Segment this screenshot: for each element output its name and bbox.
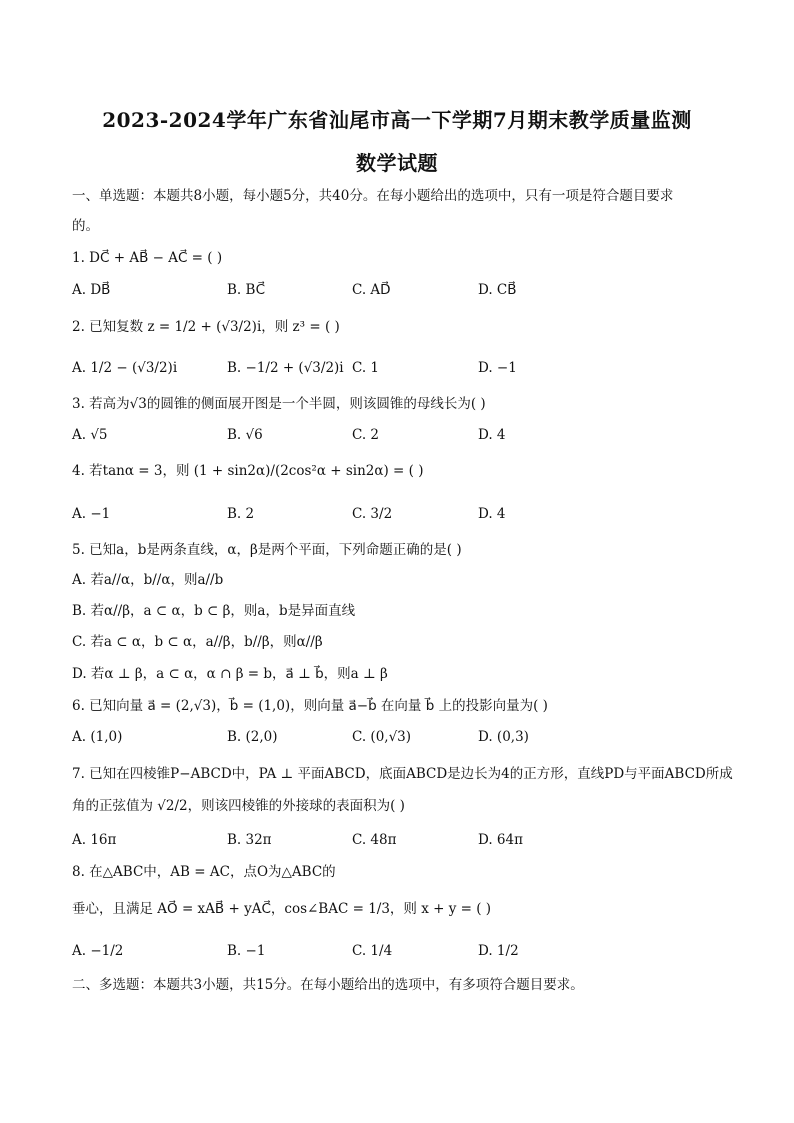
question-3-option-d: D. 4	[478, 427, 506, 443]
question-8-option-a: A. −1/2	[72, 943, 124, 959]
question-1-option-b: B. BC⃗	[227, 282, 266, 298]
section2-instructions: 二、多选题：本题共3小题，共15分。在每小题给出的选项中，有多项符合题目要求。	[72, 977, 584, 993]
question-7-option-b: B. 32π	[227, 832, 272, 848]
question-3-option-c: C. 2	[352, 427, 380, 443]
question-7-option-c: C. 48π	[352, 832, 397, 848]
section1-instructions-cont: 的。	[72, 218, 99, 234]
question-4-option-b: B. 2	[227, 506, 255, 522]
question-8-option-b: B. −1	[227, 943, 266, 959]
question-2-option-a: A. 1/2 − (√3/2)i	[72, 360, 178, 376]
question-6-option-d: D. (0,3)	[478, 729, 529, 745]
question-1-stem: 1. DC⃗ + AB⃗ − AC⃗ = ( )	[72, 250, 223, 266]
question-7-option-a: A. 16π	[72, 832, 117, 848]
question-7-option-d: D. 64π	[478, 832, 523, 848]
question-4-option-a: A. −1	[72, 506, 111, 522]
question-3-stem: 3. 若高为√3的圆锥的侧面展开图是一个半圆，则该圆锥的母线长为( )	[72, 396, 486, 412]
question-4-option-d: D. 4	[478, 506, 506, 522]
question-6-option-a: A. (1,0)	[72, 729, 123, 745]
question-3-option-a: A. √5	[72, 427, 108, 443]
question-2-option-c: C. 1	[352, 360, 380, 376]
question-2-option-b: B. −1/2 + (√3/2)i	[227, 360, 344, 376]
question-6-stem: 6. 已知向量 a⃗ = (2,√3)，b⃗ = (1,0)，则向量 a⃗−b⃗ 在向量 b⃗ 上的投影向量为( )	[72, 698, 548, 714]
question-1-options	[72, 281, 732, 299]
question-8-option-c: C. 1/4	[352, 943, 393, 959]
question-8-option-d: D. 1/2	[478, 943, 519, 959]
question-1-option-a: A. DB⃗	[72, 282, 111, 298]
exam-subtitle: 数学试题	[356, 151, 438, 175]
question-7-stem-cont: 角的正弦值为 √2/2，则该四棱锥的外接球的表面积为( )	[72, 798, 405, 814]
question-3-options	[72, 426, 732, 444]
question-6-option-c: C. (0,√3)	[352, 729, 412, 745]
question-2-stem: 2. 已知复数 z = 1/2 + (√3/2)i，则 z³ = ( )	[72, 319, 340, 335]
question-1-option-c: C. AD⃗	[352, 282, 391, 298]
question-1-option-d: D. CB⃗	[478, 282, 517, 298]
question-2-options	[72, 359, 732, 377]
question-3-option-b: B. √6	[227, 427, 263, 443]
question-7-stem: 7. 已知在四棱锥P−ABCD中，PA ⊥ 平面ABCD，底面ABCD是边长为4的正方形，直线PD与平面ABCD所成	[72, 766, 733, 782]
question-7-options	[72, 831, 732, 849]
question-5-option-a: A. 若a//α，b//α，则a//b	[72, 572, 224, 588]
exam-title: 2023-2024学年广东省汕尾市高一下学期7月期末教学质量监测	[102, 108, 692, 132]
question-8-options	[72, 942, 732, 960]
question-5-stem: 5. 已知a，b是两条直线，α，β是两个平面，下列命题正确的是( )	[72, 542, 462, 558]
question-8-stem: 8. 在△ABC中，AB = AC，点O为△ABC的	[72, 864, 336, 880]
question-5-option-c: C. 若a ⊂ α，b ⊂ α，a//β，b//β，则α//β	[72, 634, 323, 650]
question-6-option-b: B. (2,0)	[227, 729, 278, 745]
question-2-option-d: D. −1	[478, 360, 517, 376]
question-4-options	[72, 505, 732, 523]
question-8-stem-cont: 垂心，且满足 AO⃗ = xAB⃗ + yAC⃗，cos∠BAC = 1/3，则 x + y = ( )	[72, 901, 492, 917]
question-4-option-c: C. 3/2	[352, 506, 393, 522]
question-5-option-b: B. 若α//β，a ⊂ α，b ⊂ β，则a，b是异面直线	[72, 603, 356, 619]
question-5-option-d: D. 若α ⊥ β，a ⊂ α，α ∩ β = b，a⃗ ⊥ b⃗，则a ⊥ β	[72, 666, 388, 682]
question-4-stem: 4. 若tanα = 3，则 (1 + sin2α)/(2cos²α + sin2α) = ( )	[72, 463, 424, 479]
section1-instructions: 一、单选题：本题共8小题，每小题5分，共40分。在每小题给出的选项中，只有一项是符合题目要求	[72, 188, 674, 204]
question-6-options	[72, 728, 732, 746]
